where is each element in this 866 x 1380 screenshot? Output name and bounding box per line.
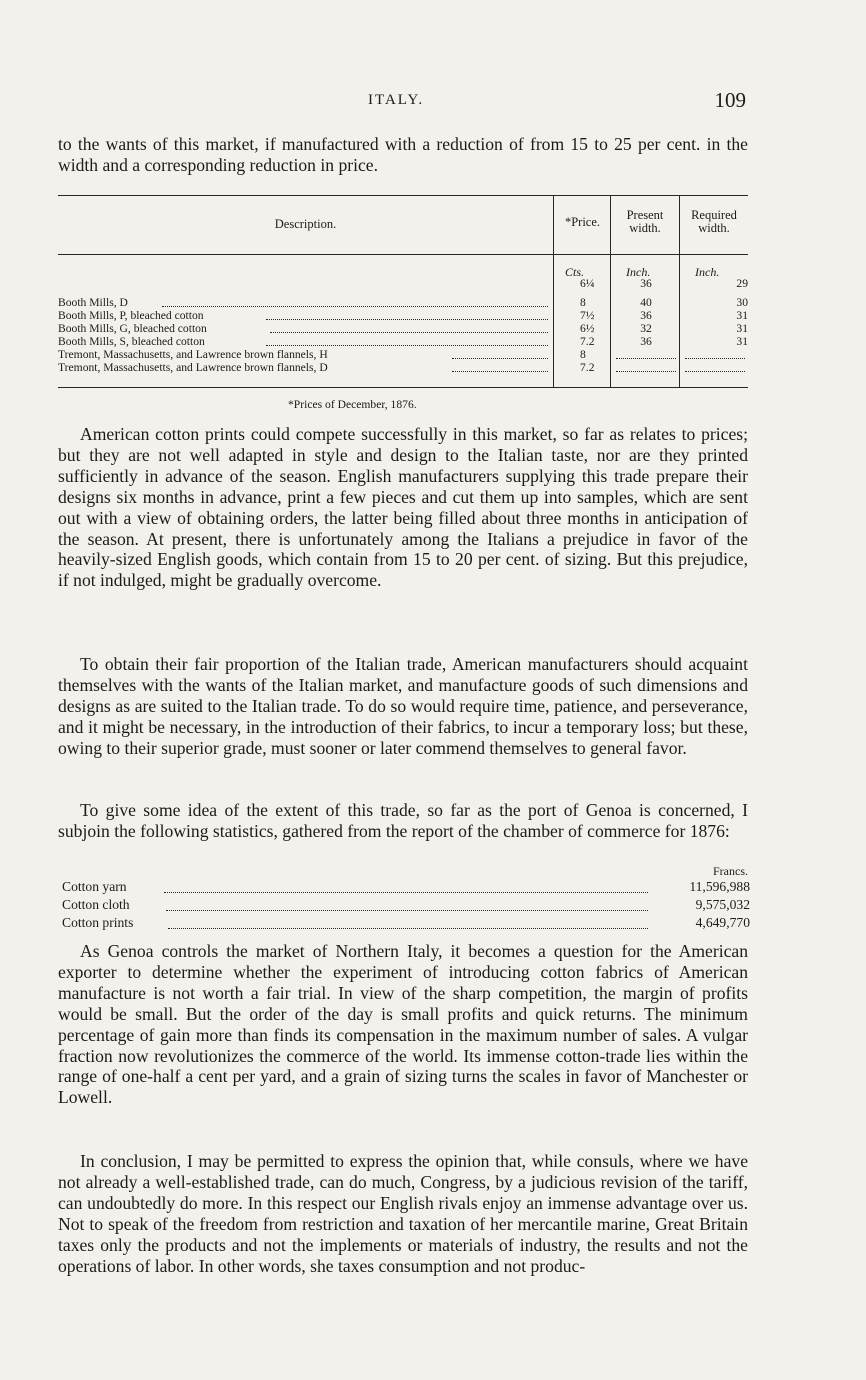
leader-dots [452,358,548,359]
paragraph-intro: to the wants of this market, if manufactured with a reduction of from 15 to 25 per cent. in the width and a corresponding reduction in price. [58,134,748,175]
row-present: 32 [640,322,652,335]
leader-dots [685,358,745,359]
first-required: 29 [736,277,748,290]
leader-dots [685,371,745,372]
leader-dots [270,332,548,333]
row-price: 6½ [580,322,595,335]
row-required: 31 [736,322,748,335]
table-footnote: *Prices of December, 1876. [288,398,417,411]
leader-dots [452,371,548,372]
stat-label: Cotton cloth [62,897,130,912]
unit-present: Inch. [626,265,651,279]
leader-dots [616,358,676,359]
stat-value: 9,575,032 [695,897,750,912]
table-divider [610,196,611,387]
row-present: 36 [640,335,652,348]
stats-unit: Francs. [713,864,748,878]
paragraph-genoa-market: As Genoa controls the market of Northern Italy, it becomes a question for the American exporter to determine whether the experiment of introducing cotton fabrics of American manufacture is not worth a fair trial. In view of the sharp competition, the margin of profits would be small. But the order of the day is small profits and quick returns. The minimum percentage of gain more than finds its compensation in the maximum number of sales. A vulgar fraction now revolutionizes the commerce of the world. Its immense cotton-trade lies within the range of one-half a cent per yard, and a grain of sizing turns the scales in favor of Manchester or Lowell. [58,941,748,1108]
stat-label: Cotton prints [62,915,134,930]
row-description: Tremont, Massachusetts, and Lawrence brown flannels, H [58,348,328,361]
table-divider [679,196,680,387]
table-bottom-rule [58,387,748,388]
row-price: 7½ [580,309,595,322]
paragraph-fair-proportion: To obtain their fair proportion of the Italian trade, American manufacturers should acquaint themselves with the wants of the Italian market, and manufacture goods of such dimensions and designs as are suited to the Italian trade. To do so would require time, patience, and perseverance, and it might be necessary, in the introduction of their fabrics, to incur a temporary loss; but these, owing to their superior grade, must sooner or later commend themselves to general favor. [58,654,748,758]
row-description: Booth Mills, P, bleached cotton [58,309,204,322]
stat-value: 4,649,770 [695,915,750,930]
unit-price: Cts. [565,265,585,279]
row-present: 36 [640,309,652,322]
row-price: 8 [580,296,586,309]
header-price: *Price. [564,215,601,229]
row-description: Booth Mills, G, bleached cotton [58,322,207,335]
table-top-rule [58,195,748,196]
row-required: 30 [736,296,748,309]
row-description: Tremont, Massachusetts, and Lawrence brown flannels, D [58,361,328,374]
row-price: 8 [580,348,586,361]
row-required: 31 [736,309,748,322]
leader-dots [164,892,648,893]
stat-label: Cotton yarn [62,879,127,894]
page-number: 109 [714,88,746,112]
table-header-rule [58,254,748,255]
row-required: 31 [736,335,748,348]
page-header [56,88,748,118]
paragraph-conclusion: In conclusion, I may be permitted to express the opinion that, while consuls, where we have not already a well-established trade, can do much, Congress, by a judicious revision of the tariff, can undoubtedly do more. In this respect our English rivals enjoy an immense advantage over us. Not to speak of the freedom from restriction and taxation of her mercantile marine, Great Britain taxes only the products and not the implements or materials of industry, the results and not the operations of labor. In other words, she taxes consumption and not produc- [58,1151,748,1276]
leader-dots [266,319,548,320]
paragraph-cotton-prints: American cotton prints could compete successfully in this market, so far as relates to prices; but they are not well adapted in style and design to the Italian taste, nor are they printed sufficiently in advance of the season. English manufacturers supplying this trade prepare their designs six months in advance, print a few pieces and cut them up into samples, which are sent out with a view of obtaining orders, the latter being filled about three months in anticipation of the season. At present, there is unfortunately among the Italians a prejudice in favor of the heavily-sized English goods, which contain from 15 to 20 per cent. of sizing. But this prejudice, if not indulged, might be gradually overcome. [58,424,748,591]
row-price: 7.2 [580,361,595,374]
leader-dots [266,345,548,346]
stat-value: 11,596,988 [689,879,750,894]
header-present-width: Present width. [626,208,664,235]
leader-dots [166,910,648,911]
running-title: ITALY. [368,92,425,108]
leader-dots [616,371,676,372]
unit-required: Inch. [695,265,720,279]
header-required-width: Required width. [691,208,737,235]
paragraph-statistics-intro: To give some idea of the extent of this trade, so far as the port of Genoa is concerned, I subjoin the following statistics, gathered from the report of the chamber of commerce for 1876: [58,800,748,841]
table-divider [553,196,554,387]
leader-dots [168,928,648,929]
row-description: Booth Mills, D [58,296,128,309]
row-present: 40 [640,296,652,309]
header-description: Description. [274,217,337,231]
first-present: 36 [640,277,652,290]
row-description: Booth Mills, S, bleached cotton [58,335,205,348]
row-price: 7.2 [580,335,595,348]
leader-dots [162,306,548,307]
first-price: 6¼ [580,277,595,290]
